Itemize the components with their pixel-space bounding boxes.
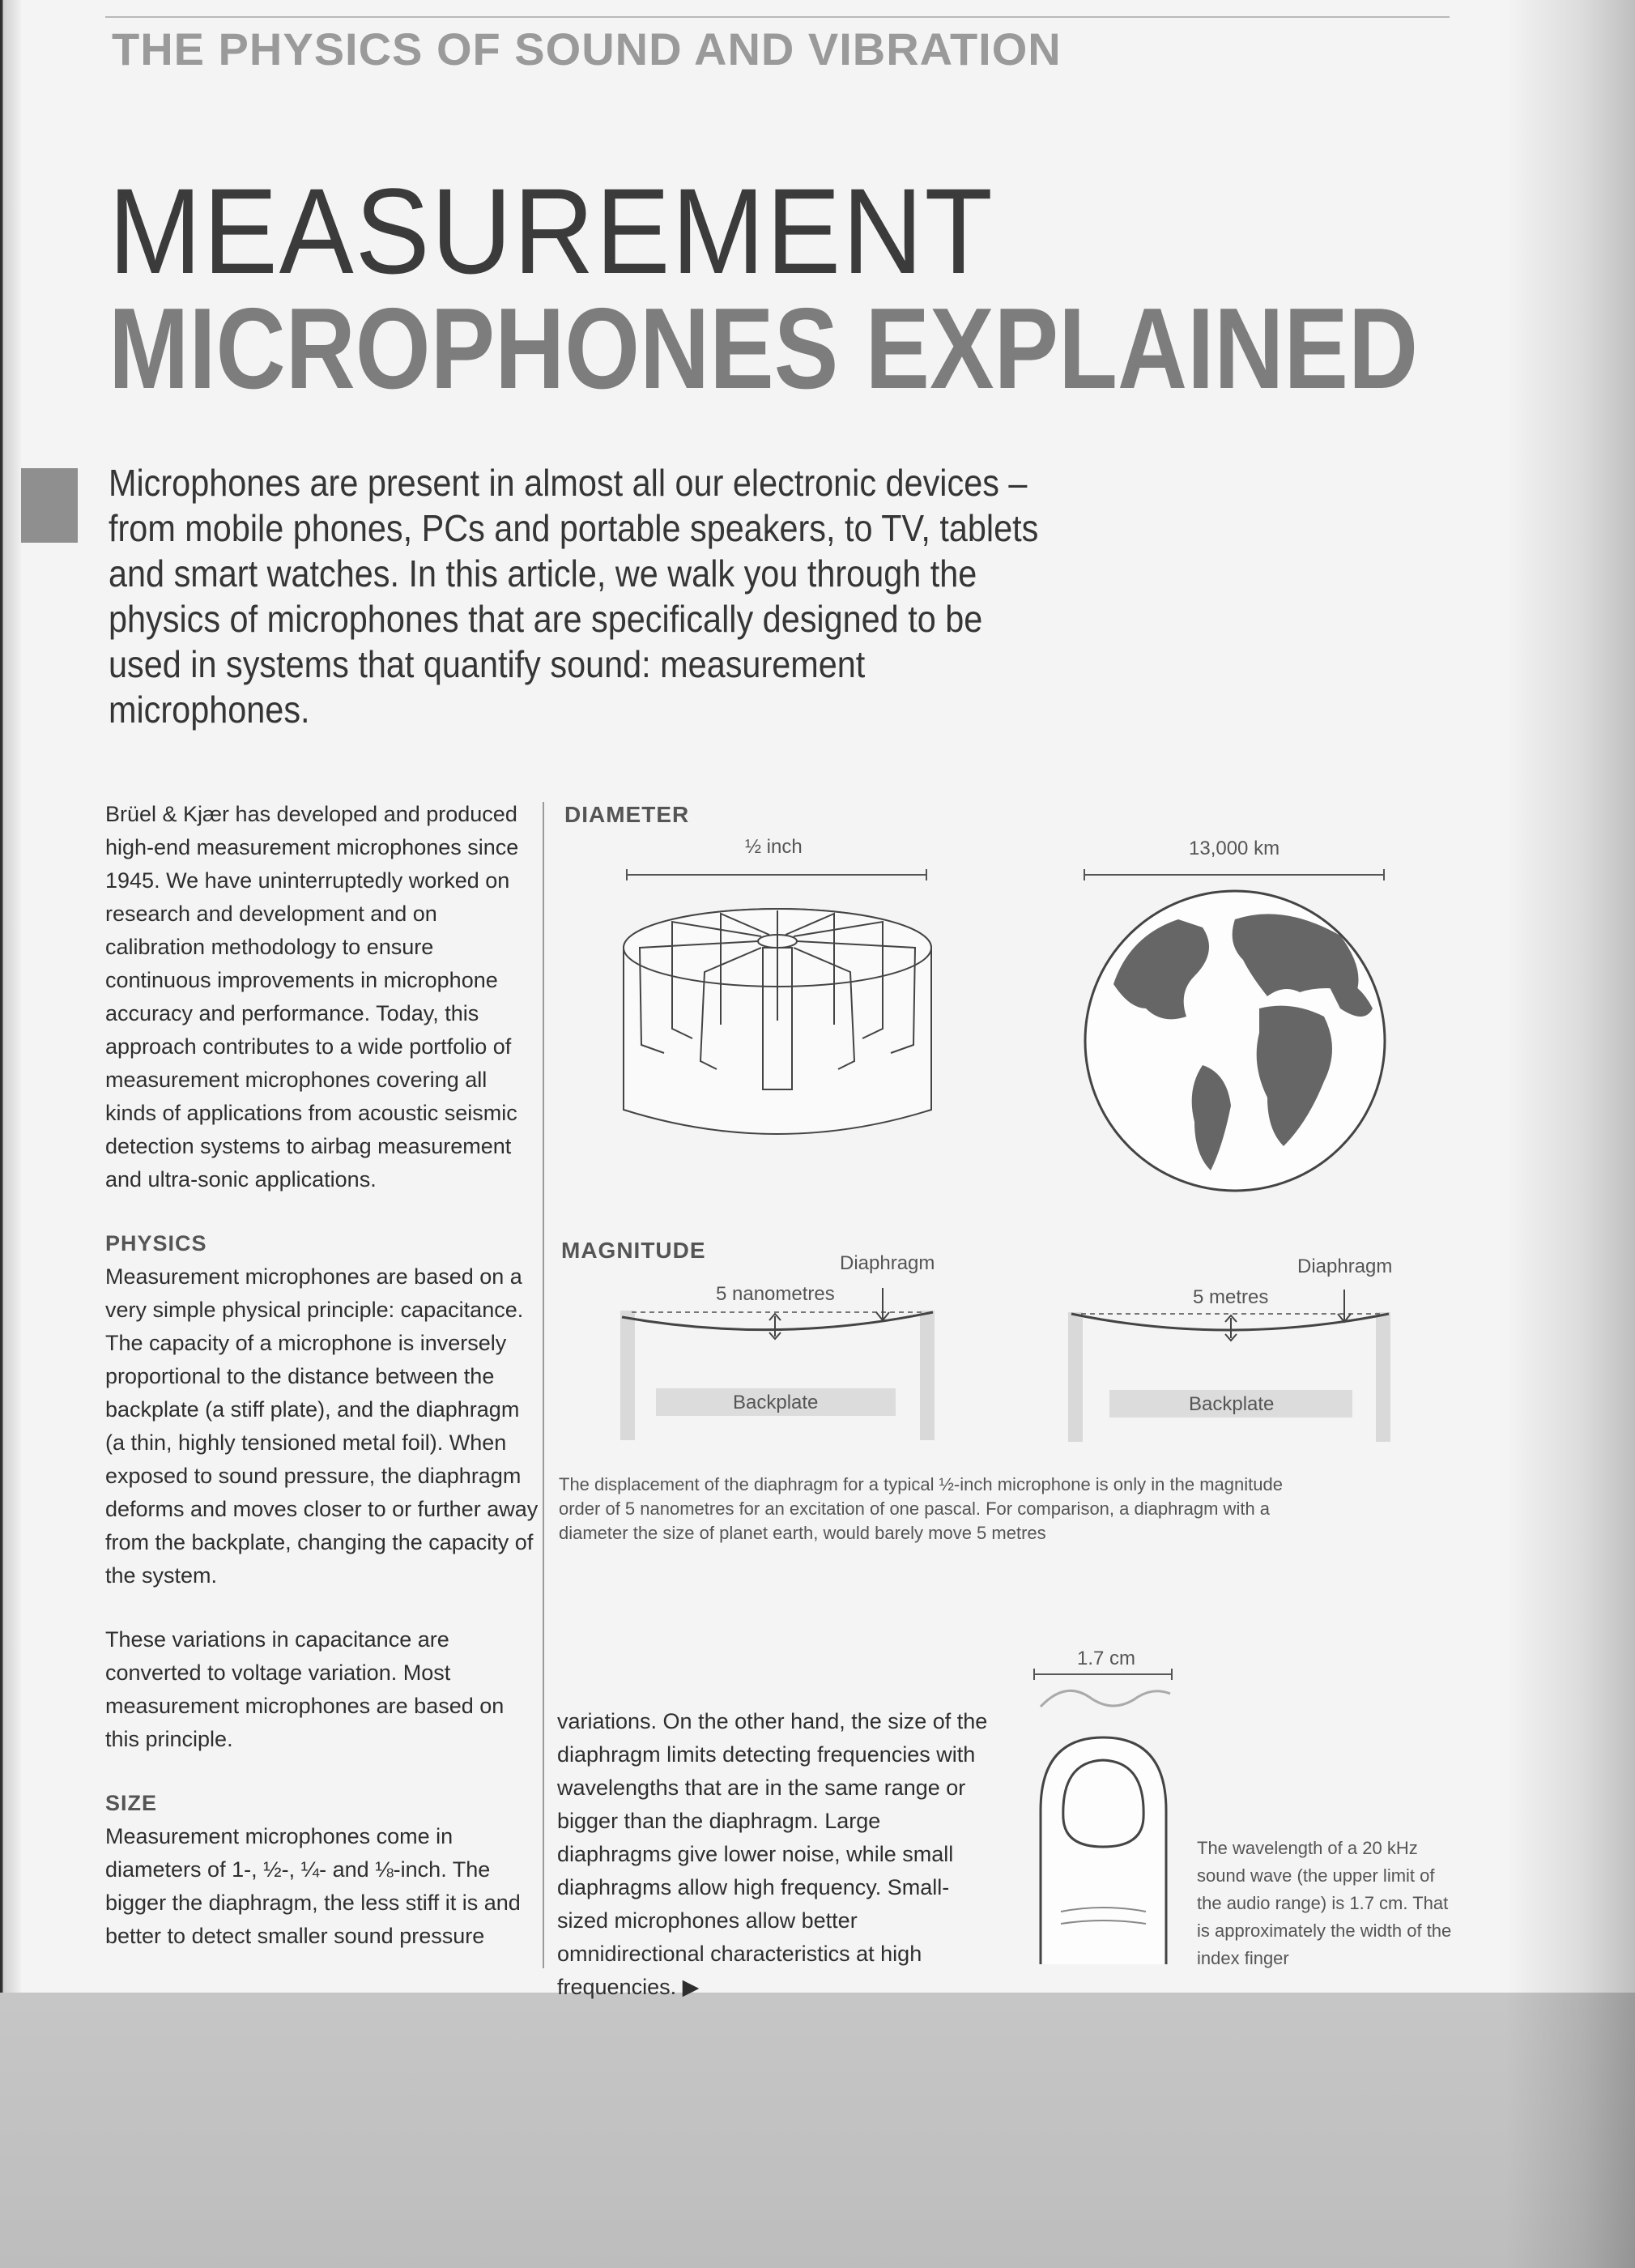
physics-paragraph-2: These variations in capacitance are converted to voltage variation. Most measurement microphones are based on this principle.	[105, 1627, 505, 1751]
top-rule	[105, 16, 1450, 18]
mic-size-label: ½ inch	[745, 836, 803, 858]
size-paragraph: Measurement microphones come in diameters of 1-, ½-, ¼- and ⅛-inch. The bigger the diaphragm, the less stiff it is and better to detect smaller sound pressure	[105, 1824, 521, 1948]
section-heading: THE PHYSICS OF SOUND AND VIBRATION	[112, 23, 1062, 75]
binding-edge	[0, 0, 21, 1993]
backplate-label-left: Backplate	[733, 1392, 819, 1413]
finger-caption: The wavelength of a 20 kHz sound wave (the upper limit of the audio range) is 1.7 cm. That is approximately the width of the index finger	[1197, 1838, 1452, 1968]
diaphragm-label-right: Diaphragm	[1297, 1256, 1393, 1277]
diameter-label: DIAMETER	[564, 802, 690, 827]
finger-illustration	[1024, 1665, 1186, 1972]
finger-width-label: 1.7 cm	[1077, 1648, 1136, 1669]
capacitor-diagram-right	[1065, 1290, 1397, 1452]
physics-paragraph: Measurement microphones are based on a very simple physical principle: capacitance. The capacity of a microphone is inversely proportional to the distance between the backplate (a stiff plate), and the diaphragm (a thin, highly tensioned metal foil). When exposed to sound pressure, the diaphragm deforms and moves closer to or further away from the backplate, changing the capacity of the system.	[105, 1264, 539, 1588]
displacement-label-left: 5 nanometres	[716, 1283, 835, 1305]
size-heading: SIZE	[105, 1791, 158, 1815]
earth-dimension-line	[1081, 867, 1389, 883]
intro-paragraph: Brüel & Kjær has developed and produced high-end measurement microphones since 1945. We have uninterruptedly worked on research and development and on calibration methodology to ensure continuous improvements in microphone accuracy and performance. Today, this approach contributes to a wide portfolio of measurement microphones covering all kinds of applications from acoustic seismic detection systems to airbag measurement and ultra-sonic applications.	[105, 802, 519, 1192]
scan-background	[0, 1993, 1635, 2268]
mic-dimension-line	[624, 867, 931, 883]
microphone-diagram	[615, 891, 939, 1150]
earth-size-label: 13,000 km	[1189, 838, 1280, 859]
title-line-1: MEASUREMENT	[109, 163, 994, 299]
title-line-2: MICROPHONES EXPLAINED	[109, 284, 1419, 413]
left-column	[105, 798, 543, 1984]
page-gutter-shadow	[1505, 0, 1635, 2268]
middle-column: variations. On the other hand, the size of the diaphragm limits detecting frequencies with wavelengths that are in the same range or bigger than the diaphragm. Large diaphragms give lower noise, while small diaphragms allow high frequency. Small-sized microphones allow better omnidirectional characteristics at high frequencies. ▶	[557, 1709, 988, 1999]
lead-marker	[21, 468, 78, 543]
magnitude-label: MAGNITUDE	[561, 1238, 706, 1263]
backplate-label-right: Backplate	[1189, 1393, 1275, 1415]
magnitude-caption: The displacement of the diaphragm for a typical ½-inch microphone is only in the magnitude order of 5 nanometres for an excitation of one pascal. For comparison, a diaphragm with a diameter the size of planet earth, would barely move 5 metres	[559, 1474, 1283, 1543]
diaphragm-label-left: Diaphragm	[840, 1252, 935, 1274]
capacitor-diagram-left	[615, 1288, 939, 1450]
column-divider	[543, 802, 544, 1968]
physics-heading: PHYSICS	[105, 1231, 207, 1256]
earth-globe	[1081, 887, 1389, 1195]
lead-paragraph: Microphones are present in almost all our electronic devices – from mobile phones, PCs and portable speakers, to TV, tablets and smart watches. In this article, we walk you through the physics of microphones that are specifically designed to be used in systems that quantify sound: measurement microphones.	[109, 462, 1039, 731]
displacement-label-right: 5 metres	[1193, 1286, 1269, 1308]
